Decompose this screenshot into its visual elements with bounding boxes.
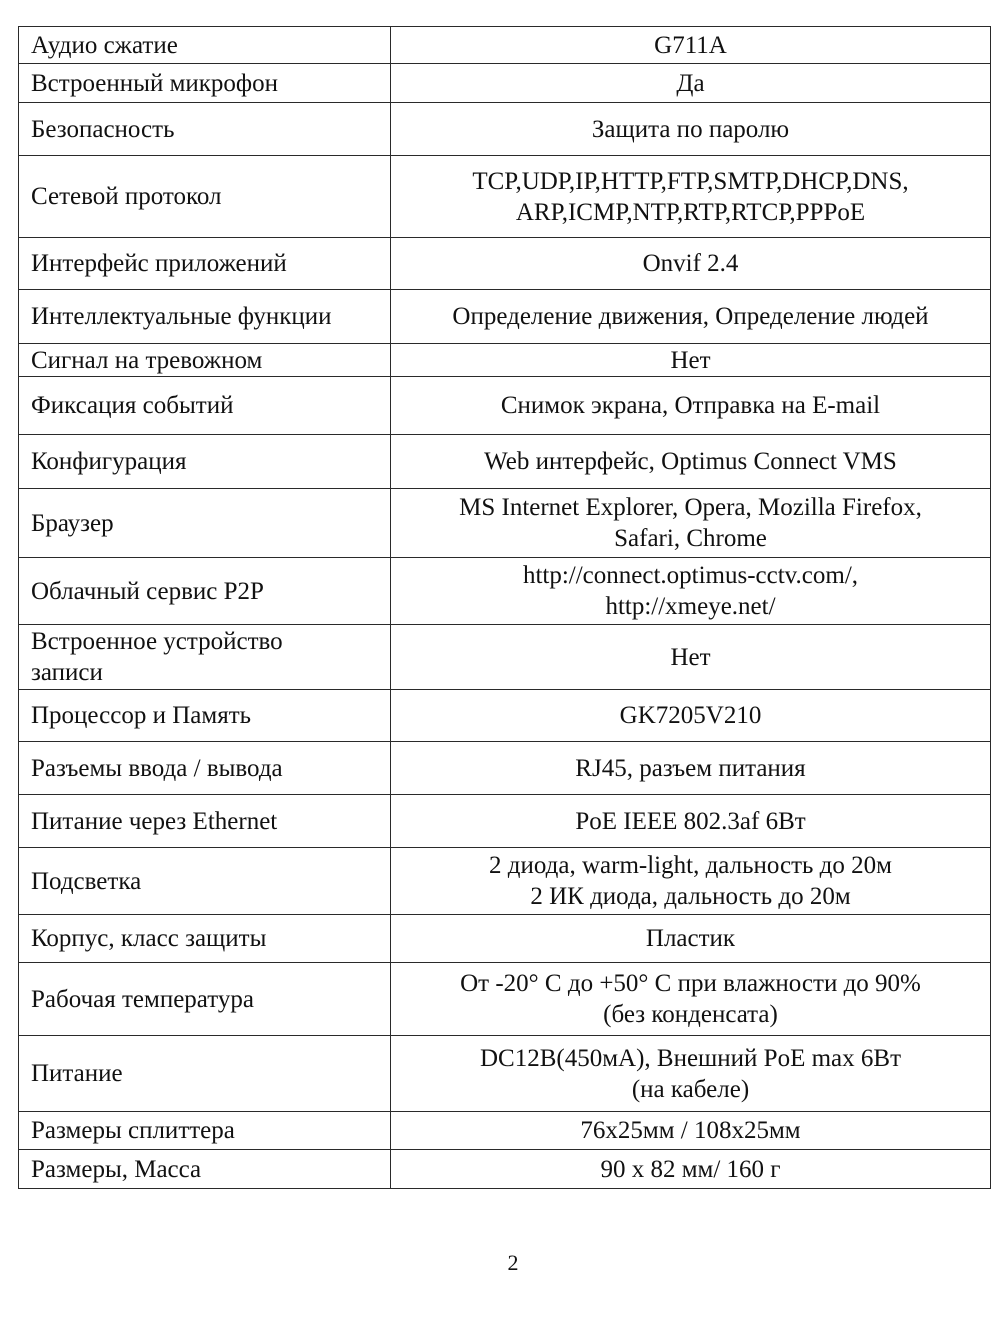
- spec-value: [391, 103, 991, 156]
- spec-value: [391, 156, 991, 238]
- spec-value: [391, 558, 991, 625]
- spec-label: [19, 27, 391, 64]
- spec-label: [19, 156, 391, 238]
- spec-value: [391, 795, 991, 848]
- spec-table: [18, 26, 991, 1189]
- spec-value-line: Да: [676, 69, 705, 97]
- spec-value: [391, 963, 991, 1036]
- spec-label-line: Безопасность: [31, 115, 175, 143]
- table-row: [19, 489, 991, 558]
- spec-value: [391, 690, 991, 742]
- table-row: [19, 64, 991, 103]
- table-row: [19, 27, 991, 64]
- spec-label: [19, 238, 391, 290]
- table-row: [19, 377, 991, 435]
- spec-label-line: Встроенный микрофон: [31, 69, 279, 97]
- spec-value-line: G711A: [654, 31, 727, 59]
- spec-value-line: ARP,ICMP,NTP,RTP,RTCP,PPPoE: [515, 198, 866, 226]
- table-row: [19, 742, 991, 795]
- table-row: [19, 238, 991, 290]
- spec-label: [19, 742, 391, 795]
- spec-value-line: Onvif 2.4: [642, 250, 739, 277]
- spec-value-line: 2 ИК диода, дальность до 20м: [530, 883, 851, 910]
- spec-value: [391, 377, 991, 435]
- table-row: [19, 1036, 991, 1112]
- table-row: [19, 290, 991, 344]
- spec-value: [391, 742, 991, 795]
- table-row: [19, 558, 991, 625]
- spec-label: [19, 625, 391, 690]
- spec-label: [19, 1036, 391, 1112]
- spec-label: [19, 558, 391, 625]
- spec-value: [391, 290, 991, 344]
- spec-value-line: TCP,UDP,IP,HTTP,FTP,SMTP,DHCP,DNS,: [472, 167, 909, 195]
- table-row: [19, 848, 991, 915]
- spec-label-line: записи: [31, 659, 103, 686]
- spec-value-line: PoE IEEE 802.3af 6Вт: [575, 807, 806, 835]
- spec-label-line: Разъемы ввода / вывода: [31, 754, 283, 782]
- spec-label-line: Питание через Ethernet: [31, 807, 278, 835]
- spec-label-line: Встроенное устройство: [31, 628, 283, 655]
- spec-table-body: [19, 27, 991, 1189]
- table-row: [19, 915, 991, 963]
- spec-value: [391, 238, 991, 290]
- table-row: [19, 435, 991, 489]
- spec-value: [391, 1112, 991, 1150]
- spec-value-line: DC12В(450мА), Внешний PoE max 6Вт: [479, 1044, 902, 1072]
- spec-value-line: http://xmeye.net/: [605, 593, 776, 620]
- table-row: [19, 690, 991, 742]
- spec-label-line: Фиксация событий: [31, 392, 234, 419]
- spec-value-line: 76x25мм / 108x25мм: [580, 1117, 801, 1144]
- spec-label-line: Интерфейс приложений: [31, 250, 287, 277]
- spec-label-line: Рабочая температура: [31, 985, 254, 1013]
- spec-value-line: GK7205V210: [619, 702, 762, 729]
- spec-value-line: Нет: [670, 346, 711, 374]
- spec-label-line: Конфигурация: [31, 448, 187, 475]
- spec-label-line: Корпус, класс защиты: [31, 925, 267, 952]
- spec-value-line: http://connect.optimus-cctv.com/,: [522, 562, 859, 589]
- spec-label: [19, 103, 391, 156]
- spec-value: [391, 848, 991, 915]
- spec-value-line: 2 диода, warm-light, дальность до 20м: [489, 852, 892, 879]
- spec-label-line: Облачный сервис P2P: [31, 577, 264, 605]
- spec-value-line: Определение движения, Определение людей: [452, 303, 929, 330]
- spec-label: [19, 1112, 391, 1150]
- spec-label: [19, 344, 391, 377]
- spec-value-line: (без конденсата): [603, 1001, 778, 1028]
- spec-value-line: RJ45, разъем питания: [575, 754, 806, 782]
- table-row: [19, 156, 991, 238]
- spec-label: [19, 377, 391, 435]
- spec-value: [391, 1150, 991, 1189]
- spec-label: [19, 795, 391, 848]
- spec-label-line: Аудио сжатие: [31, 31, 178, 59]
- table-row: [19, 1150, 991, 1189]
- spec-value-line: Нет: [670, 643, 711, 671]
- spec-label: [19, 489, 391, 558]
- spec-label: [19, 690, 391, 742]
- table-row: [19, 103, 991, 156]
- spec-label: [19, 963, 391, 1036]
- spec-label: [19, 64, 391, 103]
- spec-value-line: (на кабеле): [631, 1075, 750, 1103]
- spec-value-line: MS Internet Explorer, Opera, Mozilla Firefox,: [459, 494, 922, 521]
- table-row: [19, 795, 991, 848]
- spec-value-line: Снимок экрана, Отправка на E-mail: [500, 392, 881, 419]
- spec-label-line: Подсветка: [31, 867, 142, 895]
- spec-label-line: Сетевой протокол: [31, 183, 222, 210]
- spec-label-line: Размеры сплиттера: [31, 1117, 235, 1144]
- spec-label: [19, 435, 391, 489]
- spec-value-line: 90 х 82 мм/ 160 г: [600, 1155, 781, 1183]
- spec-value: [391, 435, 991, 489]
- spec-value: [391, 64, 991, 103]
- spec-label-line: Питание: [31, 1060, 123, 1087]
- spec-label-line: Процессор и Память: [31, 702, 252, 729]
- spec-label: [19, 290, 391, 344]
- spec-label-line: Сигнал на тревожном: [31, 346, 263, 374]
- spec-value-line: Пластик: [645, 925, 736, 952]
- table-row: [19, 344, 991, 377]
- table-row: [19, 625, 991, 690]
- spec-label: [19, 1150, 391, 1189]
- spec-label: [19, 915, 391, 963]
- table-row: [19, 1112, 991, 1150]
- table-row: [19, 963, 991, 1036]
- spec-value: [391, 625, 991, 690]
- spec-value: [391, 1036, 991, 1112]
- page-number: 2: [507, 1250, 519, 1275]
- spec-value-line: Защита по паролю: [591, 115, 790, 143]
- spec-label: [19, 848, 391, 915]
- spec-value-line: От -20° С до +50° С при влажности до 90%: [460, 970, 921, 997]
- spec-label-line: Размеры, Масса: [31, 1155, 202, 1183]
- spec-label-line: Браузер: [31, 509, 114, 537]
- spec-value-line: Web интерфейс, Optimus Connect VMS: [484, 448, 897, 475]
- spec-value-line: Safari, Chrome: [614, 525, 767, 552]
- spec-value: [391, 27, 991, 64]
- spec-value: [391, 344, 991, 377]
- spec-label-line: Интеллектуальные функции: [31, 303, 332, 330]
- spec-value: [391, 489, 991, 558]
- spec-value: [391, 915, 991, 963]
